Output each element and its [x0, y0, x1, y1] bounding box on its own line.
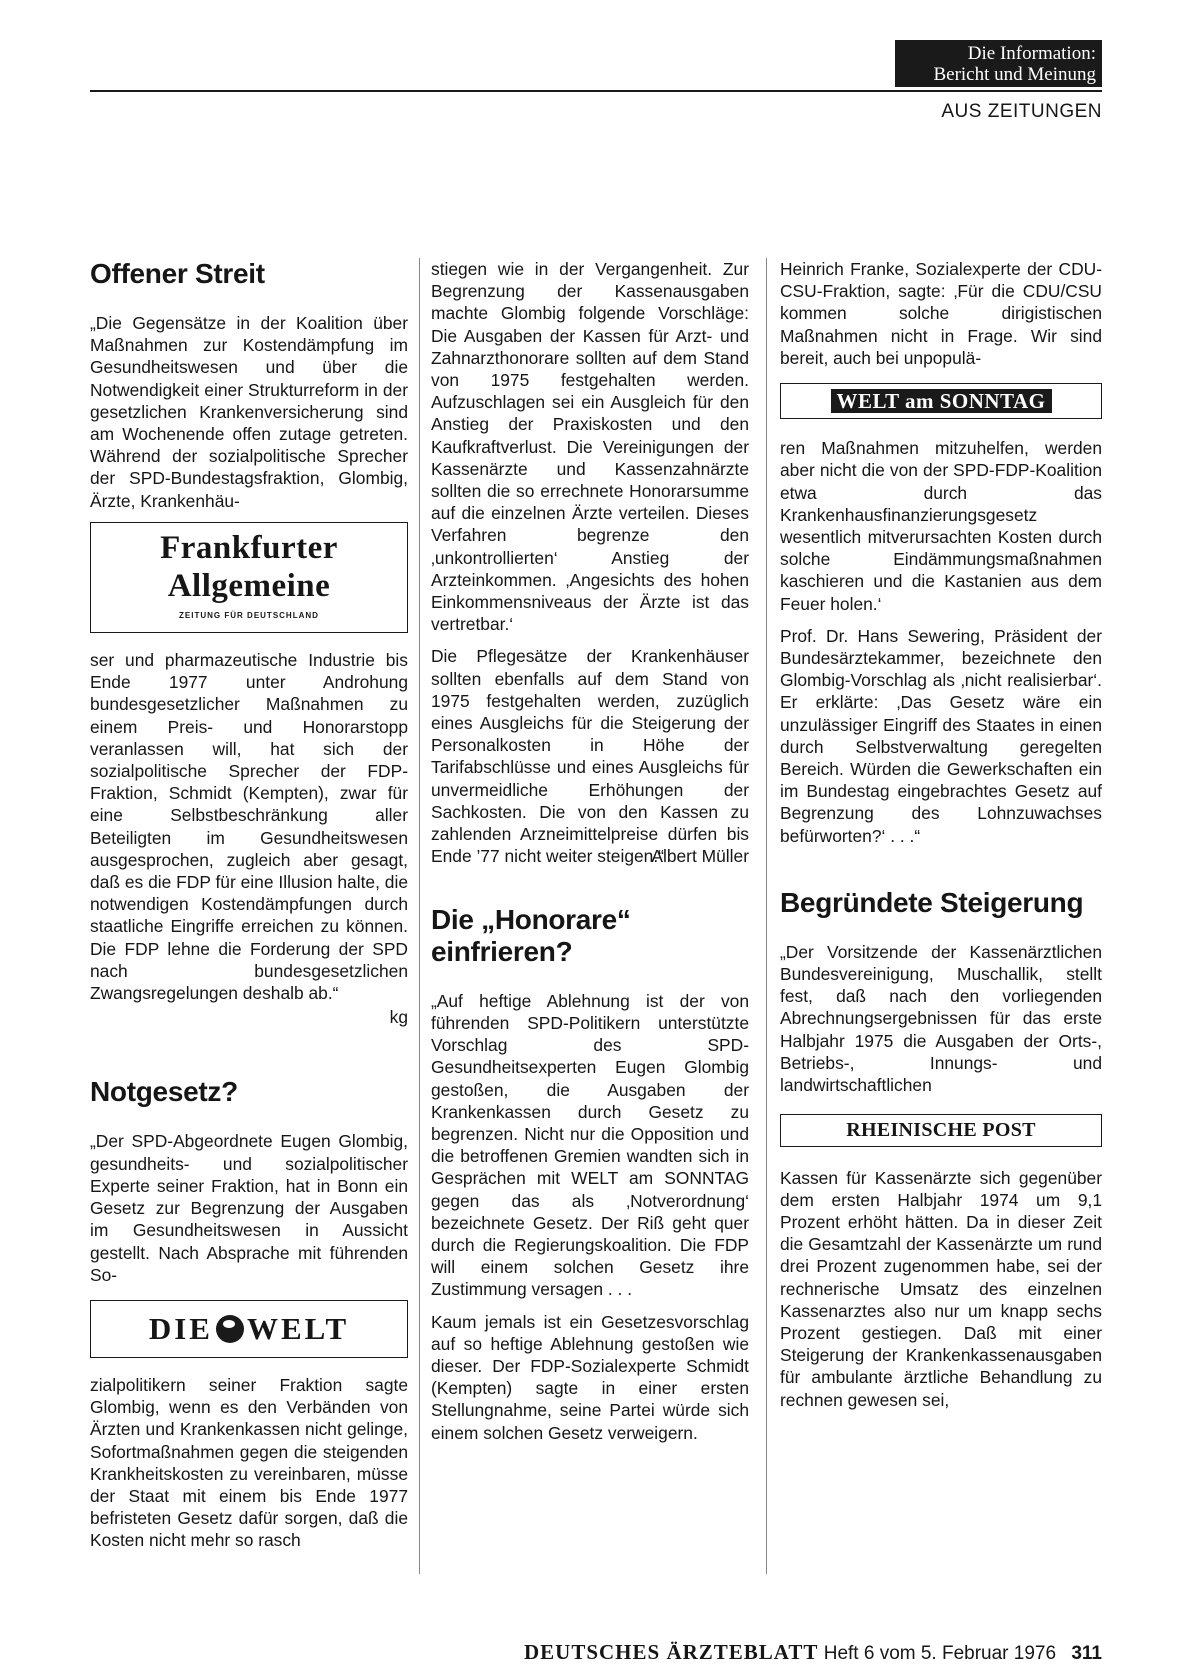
- faz-logo-name: Frankfurter Allgemeine: [160, 529, 338, 604]
- section-box-line1: Die Information:: [967, 43, 1096, 64]
- column-divider: [766, 258, 767, 1574]
- welt-am-sonntag-logo-text: WELT am SONNTAG: [831, 389, 1052, 413]
- column-divider: [419, 258, 420, 1574]
- header-rule: [90, 90, 1102, 92]
- section-label: AUS ZEITUNGEN: [941, 101, 1102, 122]
- rheinische-post-logo: [780, 1114, 1102, 1146]
- section-box: [895, 40, 1102, 87]
- article-paragraph: Die Pflegesätze der Krankenhäuser sollten ebenfalls auf dem Stand von 1975 festgehalten werden, zuzüglich eines Ausgleichs für die Steigerung der Personalkosten in Höhe der Tarifabschlüsse und eines Ausgleichs für unvermeidliche Erhöhungen der Sachkosten. Die von den Kassen zu zahlenden Arzneimittelpreise dürfen bis Ende ’77 nicht weiter steigen.“: [431, 646, 749, 867]
- footer-issue: Heft 6 vom 5. Februar 1976: [823, 1643, 1057, 1664]
- article-paragraph: zialpolitikern seiner Fraktion sagte Glombig, wenn es den Verbänden von Ärzten und Krankenkassen nicht gelinge, Sofortmaßnahmen gegen die steigenden Krankheitskosten zu vereinbaren, müsse der Staat mit einem bis Ende 1977 befristeten Gesetz dafür sorgen, daß die Kosten nicht mehr so rasch: [90, 1374, 408, 1551]
- article-paragraph: „Der Vorsitzende der Kassenärztlichen Bundesvereinigung, Muschallik, stellt fest, daß nach den vorliegenden Abrechnungsergebnissen für das erste Halbjahr 1975 die Ausgaben der Orts-, Betriebs-, Innungs- und landwirtschaftlichen: [780, 941, 1102, 1096]
- footer-page-number: 311: [1071, 1643, 1102, 1664]
- article-title-offener-streit: Offener Streit: [90, 258, 265, 289]
- article-author: kg: [389, 1007, 408, 1028]
- article-paragraph: Prof. Dr. Hans Sewering, Präsident der Bundesärztekammer, bezeichnete den Glombig-Vorschlag als ‚nicht realisierbar‘. Er erklärte: ‚Das Gesetz wäre ein unzulässiger Eingriff des Staates in einen durch Selbstverwaltung geregelten Bereich. Würden die Gewerkschaften ein im Bundestag eingebrachtes Gesetz auf Begrenzung des Lohnzuwachses befürworten?‘ . . .“: [780, 625, 1102, 846]
- column-2: [431, 258, 749, 1454]
- article-paragraph: „Auf heftige Ablehnung ist der von führenden SPD-Politikern unterstützte Vorschlag des SPD-Gesundheitsexperten Eugen Glombig gestoßen, die Ausgaben der Krankenkassen durch Gesetz zu begrenzen. Nicht nur die Opposition und die betroffenen Gremien wandten sich in Gesprächen mit WELT am SONNTAG gegen das als ‚Notverordnung‘ bezeichnete Gesetz. Der Riß geht quer durch die Regierungskoalition. Die FDP will einem solchen Gesetz ihre Zustimmung versagen . . .: [431, 990, 749, 1300]
- article-paragraph: stiegen wie in der Vergangenheit. Zur Begrenzung der Kassenausgaben machte Glombig folgende Vorschläge: Die Ausgaben der Kassen für Arzt- und Zahnarzthonorare sollten auf dem Stand von 1975 festgehalten werden. Aufzuschlagen sei ein Ausgleich für den Anstieg der Praxiskosten und den Kaufkraftverlust. Die Vereinigungen der Kassenärzte und Kassenzahnärzte sollten die so errechnete Honorarsumme auf die einzelnen Ärzte verteilen. Dieses Verfahren begrenze den ‚unkontrollierten‘ Anstieg der Arzteinkommen. ‚Angesichts des hohen Einkommensniveaus der Ärzte ist das vertretbar.‘: [431, 259, 749, 635]
- die-welt-logo-left: DIE: [148, 1310, 213, 1346]
- article-paragraph: Heinrich Franke, Sozialexperte der CDU-CSU-Fraktion, sagte: ‚Für die CDU/CSU kommen solche dirigistischen Maßnahmen nicht in Frage. Wir sind bereit, auch bei unpopulä-: [780, 259, 1102, 368]
- rheinische-post-logo-text: RHEINISCHE POST: [846, 1119, 1036, 1142]
- article-paragraph: ser und pharmazeutische Industrie bis Ende 1977 unter Androhung bundesgesetzlicher Maßnahmen zu einem Preis- und Honorarstopp veranlassen will, hat sich der sozialpolitische Sprecher der FDP-Fraktion, Schmidt (Kempten), zwar für eine Selbstbeschränkung aller Beteiligten im Gesundheitswesen ausgesprochen, zugleich aber gesagt, daß es die FDP für eine Illusion halte, die notwendigen Kostendämpfungen durch staatliche Eingriffe erreichen zu können. Die FDP lehne die Forderung der SPD nach bundesgesetzlichen Zwangsregelungen deshalb ab.“: [90, 650, 408, 1004]
- footer-magazine: DEUTSCHES ÄRZTEBLATT: [523, 1640, 819, 1664]
- globe-icon: [216, 1315, 244, 1343]
- article-paragraph: ren Maßnahmen mitzuhelfen, werden aber nicht die von der SPD-FDP-Koalition etwa durch das Krankenhausfinanzierungsgesetz wesentlich mitverursachten Kosten durch solche Eindämmungsmaßnahmen kaschieren und die Kastanien aus dem Feuer holen.‘: [780, 438, 1102, 614]
- section-box-line2: Bericht und Meinung: [933, 64, 1096, 85]
- welt-am-sonntag-logo: [780, 383, 1102, 419]
- article-title-honorare: Die „Honorare“ einfrieren?: [431, 903, 631, 967]
- column-1: [90, 258, 408, 1562]
- page-footer: [475, 1640, 1102, 1665]
- article-paragraph: „Die Gegensätze in der Koalition über Maßnahmen zur Kostendämpfung im Gesundheitswesen und über die Notwendigkeit einer Strukturreform in der gesetzlichen Krankenversicherung sind am Wochenende offen zutage getreten. Während der sozialpolitische Sprecher der SPD-Bundestagsfraktion, Glombig, Ärzte, Krankenhäu-: [90, 313, 408, 511]
- article-author: Albert Müller: [651, 846, 749, 867]
- article-title-begruendete: Begründete Steigerung: [780, 886, 1084, 918]
- faz-logo: [90, 522, 408, 633]
- die-welt-logo: [90, 1300, 408, 1358]
- die-welt-logo-right: WELT: [246, 1310, 350, 1346]
- column-3: [780, 258, 1102, 1421]
- article-paragraph: Kassen für Kassenärzte sich gegenüber dem ersten Halbjahr 1974 um 9,1 Prozent erhöht hätten. Da in dieser Zeit die Gesamtzahl der Kassenärzte um rund drei Prozent zugenommen habe, sei der rechnerische Umsatz des einzelnen Kassenarztes also nur um knapp sechs Prozent gestiegen. Daß mit einer Steigerung der Krankenkassenausgaben für ambulante ärztliche Behandlung zu rechnen gewesen sei,: [780, 1167, 1102, 1410]
- article-title-notgesetz: Notgesetz?: [90, 1076, 238, 1108]
- article-paragraph: „Der SPD-Abgeordnete Eugen Glombig, gesundheits- und sozialpolitischer Experte seiner Fraktion, hat in Bonn ein Gesetz zur Begrenzung der Ausgaben im Gesundheitswesen in Aussicht gestellt. Nach Absprache mit führenden So-: [90, 1131, 408, 1285]
- faz-logo-subtitle: ZEITUNG FÜR DEUTSCHLAND: [179, 610, 319, 620]
- article-paragraph: Kaum jemals ist ein Gesetzesvorschlag auf so heftige Ablehnung gestoßen wie dieser. Der FDP-Sozialexperte Schmidt (Kempten) sagte in einer ersten Stellungnahme, seine Partei würde sich einem solchen Gesetz verweigern.: [431, 1311, 749, 1443]
